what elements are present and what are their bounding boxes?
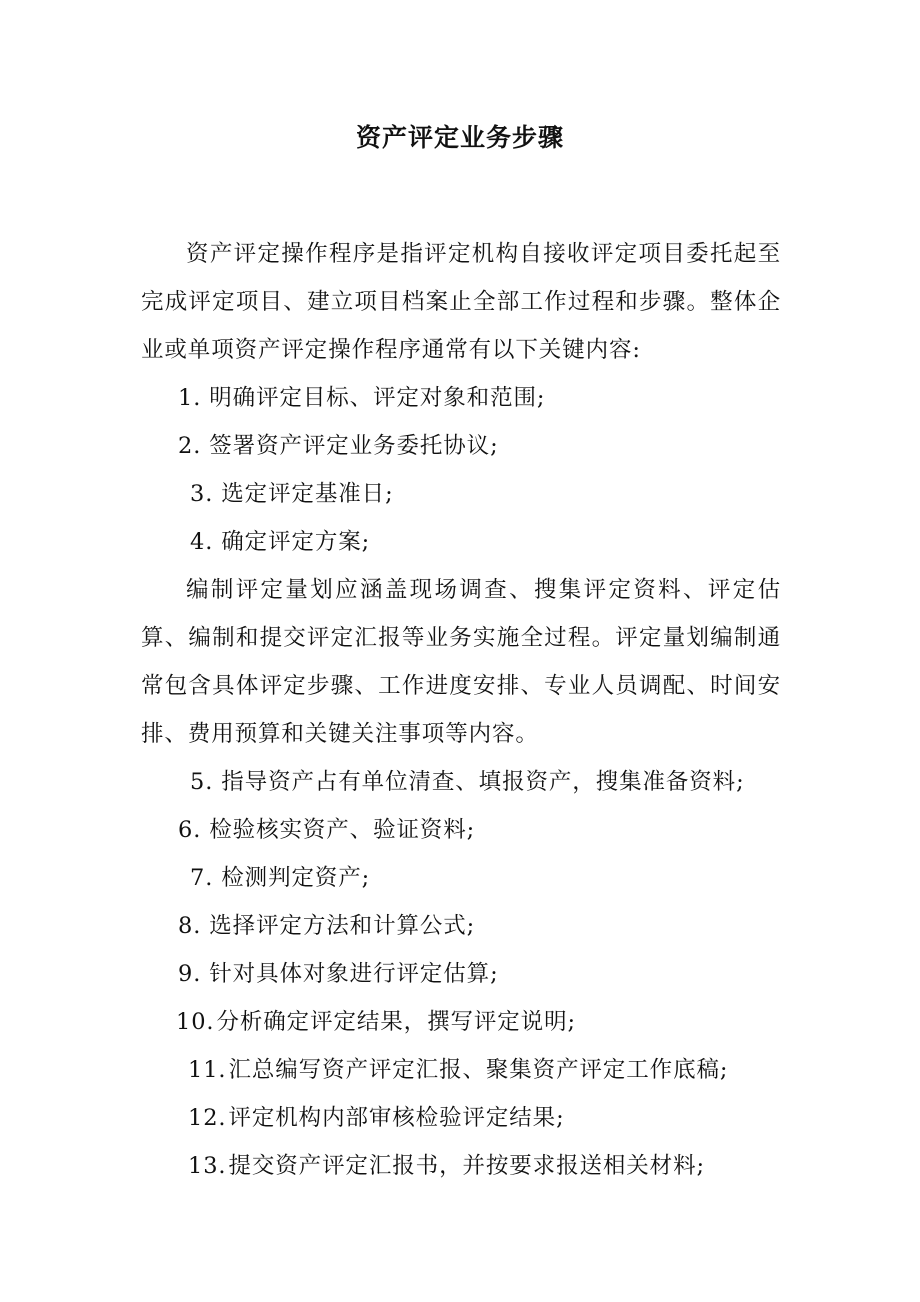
step-text: 分析确定评定结果，撰写评定说明; [216,1009,576,1035]
step-number: 10. [176,1009,215,1035]
list-item [178,806,475,854]
list-item [190,854,370,902]
step-number: 7. [190,865,214,891]
step-text: 选定评定基准日; [221,481,394,507]
list-item [188,1046,728,1094]
step-text: 针对具体对象进行评定估算; [209,961,499,987]
step-number: 9. [178,961,202,987]
step-number: 6. [178,817,202,843]
step-number: 1. [178,385,202,411]
step-number: 11. [188,1057,227,1083]
plan-paragraph: 编制评定量划应涵盖现场调查、搜集评定资料、评定估算、编制和提交评定汇报等业务实施全过程。评定量划编制通常包含具体评定步骤、工作进度安排、专业人员调配、时间安排、费用预算和关键关注事项等内容。 [141,577,781,747]
intro-paragraph: 资产评定操作程序是指评定机构自接收评定项目委托起至完成评定项目、建立项目档案止全部工作过程和步骤。整体企业或单项资产评定操作程序通常有以下关键内容: [141,241,781,363]
step-text: 汇总编写资产评定汇报、聚集资产评定工作底稿; [228,1057,729,1083]
list-item [178,374,545,422]
step-text: 指导资产占有单位清查、填报资产，搜集准备资料; [221,769,745,795]
list-item [188,1094,565,1142]
step-number: 2. [178,433,202,459]
step-text: 确定评定方案; [221,529,371,555]
step-text: 签署资产评定业务委托协议; [209,433,499,459]
list-item [190,758,745,806]
step-text: 提交资产评定汇报书，并按要求报送相关材料; [228,1153,705,1179]
step-text: 检验核实资产、验证资料; [209,817,476,843]
step-text: 明确评定目标、评定对象和范围; [209,385,546,411]
list-item [178,950,499,998]
step-number: 8. [178,913,202,939]
list-item [190,470,394,518]
step-text: 评定机构内部审核检验评定结果; [228,1105,565,1131]
step-number: 5. [190,769,214,795]
step-text: 检测判定资产; [221,865,371,891]
list-item [188,1142,705,1190]
list-item [178,902,475,950]
step-number: 13. [188,1153,227,1179]
page-title: 资产评定业务步骤 [355,123,564,152]
list-item [190,518,370,566]
step-number: 4. [190,529,214,555]
step-number: 12. [188,1105,227,1131]
list-item [176,998,576,1046]
list-item [178,422,499,470]
step-text: 选择评定方法和计算公式; [209,913,476,939]
step-number: 3. [190,481,214,507]
